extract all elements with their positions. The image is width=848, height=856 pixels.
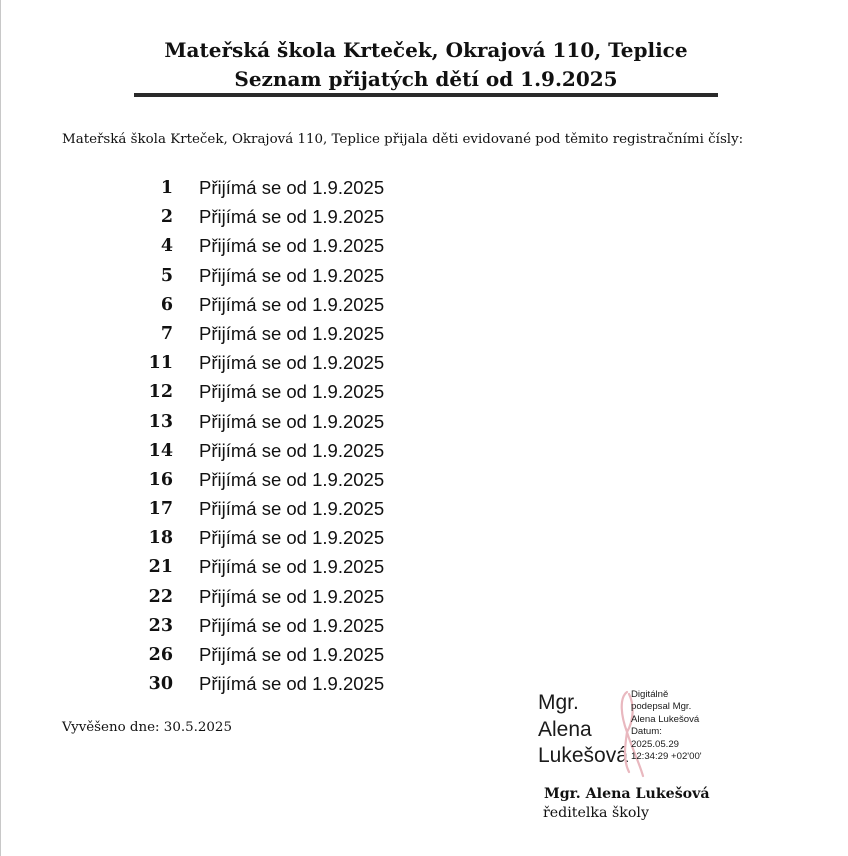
admission-status: Přijímá se od 1.9.2025 — [199, 206, 385, 228]
admission-status: Přijímá se od 1.9.2025 — [199, 556, 385, 578]
admission-status: Přijímá se od 1.9.2025 — [199, 352, 385, 374]
signature-details — [631, 689, 741, 763]
admission-status: Přijímá se od 1.9.2025 — [199, 585, 385, 607]
admission-status: Přijímá se od 1.9.2025 — [199, 381, 385, 403]
admission-status: Přijímá se od 1.9.2025 — [199, 177, 385, 198]
admission-status: Přijímá se od 1.9.2025 — [199, 468, 385, 490]
registration-number: 16 — [148, 469, 173, 490]
admission-status: Přijímá se od 1.9.2025 — [199, 293, 385, 315]
registration-number: 5 — [160, 265, 173, 286]
signature-detail-line: Alena Lukešová — [631, 713, 700, 725]
signature-detail-line: 12:34:29 +02'00' — [631, 751, 702, 763]
registration-number: 18 — [148, 528, 173, 549]
registration-number: 6 — [160, 294, 173, 315]
registration-number: 22 — [148, 586, 173, 607]
posted-date: Vyvěšeno dne: 30.5.2025 — [62, 720, 232, 735]
signature-detail-line: podepsal Mgr. — [631, 701, 692, 713]
signature-detail-line: Datum: — [631, 726, 662, 738]
admission-status: Přijímá se od 1.9.2025 — [199, 235, 385, 257]
document-title-line-1: Mateřská škola Krteček, Okrajová 110, Teplice — [164, 38, 688, 62]
admission-status: Přijímá se od 1.9.2025 — [199, 410, 385, 432]
title-underline — [134, 93, 718, 97]
signature-name-line: Alena — [538, 717, 592, 741]
signature-name-line: Lukešová — [538, 744, 628, 767]
admission-status: Přijímá se od 1.9.2025 — [199, 673, 385, 695]
registration-number: 12 — [148, 382, 173, 403]
admission-status: Přijímá se od 1.9.2025 — [199, 644, 385, 665]
signature-name-line: Mgr. — [538, 691, 579, 714]
registration-number: 14 — [148, 440, 173, 461]
registration-number: 2 — [160, 207, 173, 228]
registration-number: 23 — [148, 615, 173, 636]
signer-name: Mgr. Alena Lukešová — [544, 786, 710, 802]
page-edge — [0, 0, 1, 856]
admission-status: Přijímá se od 1.9.2025 — [199, 439, 385, 461]
admission-status: Přijímá se od 1.9.2025 — [199, 498, 385, 520]
registration-number: 17 — [148, 499, 173, 520]
registration-number: 1 — [160, 178, 173, 198]
registration-number: 4 — [160, 236, 173, 257]
document-title-line-2: Seznam přijatých dětí od 1.9.2025 — [234, 67, 618, 91]
signature-detail-line: Digitálně — [631, 689, 669, 700]
registration-number: 7 — [160, 323, 173, 344]
registration-number: 13 — [148, 411, 173, 432]
admission-status: Přijímá se od 1.9.2025 — [199, 322, 385, 344]
admission-status: Přijímá se od 1.9.2025 — [199, 614, 385, 636]
registration-number: 26 — [148, 645, 173, 665]
intro-paragraph: Mateřská škola Krteček, Okrajová 110, Teplice přijala děti evidované pod těmito registračními čísly: — [62, 132, 744, 147]
signer-role: ředitelka školy — [543, 805, 649, 821]
registration-number: 30 — [148, 674, 173, 695]
registration-number: 11 — [148, 353, 173, 374]
admission-status: Přijímá se od 1.9.2025 — [199, 264, 385, 286]
signature-detail-line: 2025.05.29 — [631, 738, 680, 750]
admission-status: Přijímá se od 1.9.2025 — [199, 527, 385, 549]
registration-number: 21 — [148, 557, 173, 578]
